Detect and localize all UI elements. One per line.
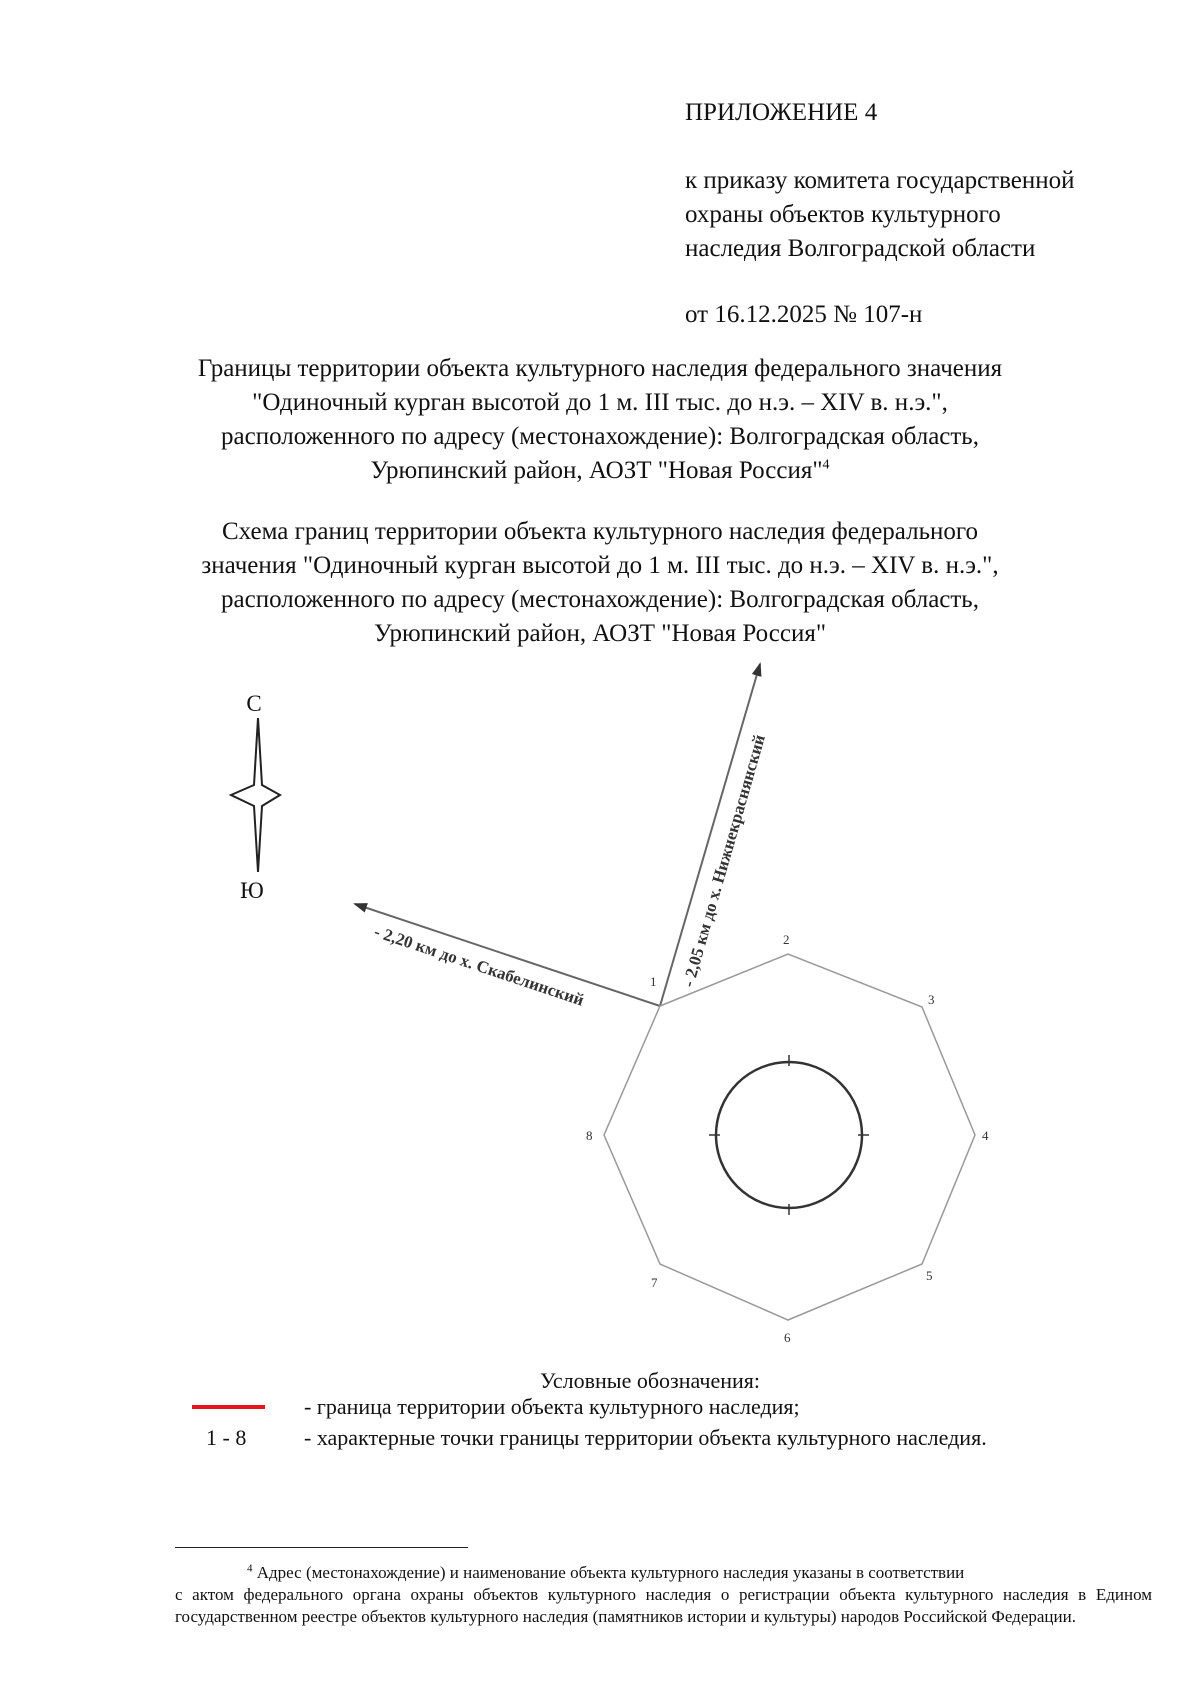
point-label-1: 1 <box>650 974 657 989</box>
point-label-8: 8 <box>586 1128 593 1143</box>
compass-icon <box>231 718 280 872</box>
territory-boundary <box>604 954 975 1320</box>
order-line-2: охраны объектов культурного <box>685 201 1001 228</box>
point-label-3: 3 <box>928 992 935 1007</box>
point-label-2: 2 <box>783 932 790 947</box>
footnote-number: 4 <box>247 1562 253 1575</box>
title-line-1: Границы территории объекта культурного наследия федерального значения <box>197 355 1003 382</box>
title-line-2: "Одиночный курган высотой до 1 м. III тыс. до н.э. – XIV в. н.э.", <box>252 389 948 416</box>
direction-arrow-skabelinsky <box>355 904 660 1006</box>
document-title <box>100 352 1100 488</box>
point-label-4: 4 <box>982 1128 989 1143</box>
title-line-4 <box>100 454 1100 488</box>
footnote-reference: 4 <box>822 457 830 473</box>
footnote-text-rest: с актом федерального органа охраны объектов культурного наследия о регистрации объекта культурного наследия в Едином государственном реестре объектов культурного наследия (памятников истории и культуры) народов Российской Федерации. <box>175 1585 1152 1626</box>
footnote <box>175 1562 1152 1628</box>
direction-label-skabelinsky: - 2,20 км до х. Скабелинский <box>371 921 587 1010</box>
direction-arrow-nizhnekrasnyansky <box>660 664 760 1006</box>
title-line-4-text: Урюпинский район, АОЗТ "Новая Россия" <box>370 457 823 484</box>
order-date: от 16.12.2025 № 107-н <box>685 301 923 328</box>
subtitle-line-4: Урюпинский район, АОЗТ "Новая Россия" <box>373 620 827 647</box>
subtitle-line-3: расположенного по адресу (местонахождение): Волгоградская область, <box>221 586 979 613</box>
appendix-title: ПРИЛОЖЕНИЕ 4 <box>685 99 878 126</box>
legend-boundary-swatch <box>192 1405 265 1409</box>
subtitle-line-1: Схема границ территории объекта культурного наследия федерального <box>221 518 979 545</box>
title-line-3: расположенного по адресу (местонахождение): Волгоградская область, <box>221 423 979 450</box>
footnote-separator <box>175 1547 468 1548</box>
direction-label-nizhnekrasnyansky: - 2,05 км до х. Нижнекраснянский <box>678 732 769 990</box>
legend-boundary-text: - граница территории объекта культурного наследия; <box>304 1394 800 1419</box>
point-label-6: 6 <box>784 1330 791 1345</box>
point-label-7: 7 <box>651 1275 658 1290</box>
legend-points-symbol: 1 - 8 <box>206 1425 247 1450</box>
compass-north-label: С <box>246 691 262 716</box>
footnote-first-line <box>175 1562 1152 1584</box>
legend-points-text: - характерные точки границы территории объекта культурного наследия. <box>304 1425 987 1450</box>
mound-outline <box>716 1062 862 1208</box>
point-label-5: 5 <box>926 1268 933 1283</box>
scheme-title <box>100 515 1100 651</box>
mound-ticks <box>709 1055 869 1215</box>
order-line-1: к приказу комитета государственной <box>685 167 1075 194</box>
footnote-text-line-1: Адрес (местонахождение) и наименование объекта культурного наследия указаны в соответствии <box>256 1563 965 1582</box>
order-line-3: наследия Волгоградской области <box>685 235 1036 262</box>
boundary-scheme <box>0 640 1200 1360</box>
compass-south-label: Ю <box>240 878 264 903</box>
legend-title: Условные обозначения: <box>539 1368 761 1393</box>
subtitle-line-2: значения "Одиночный курган высотой до 1 м. III тыс. до н.э. – XIV в. н.э.", <box>201 552 999 579</box>
